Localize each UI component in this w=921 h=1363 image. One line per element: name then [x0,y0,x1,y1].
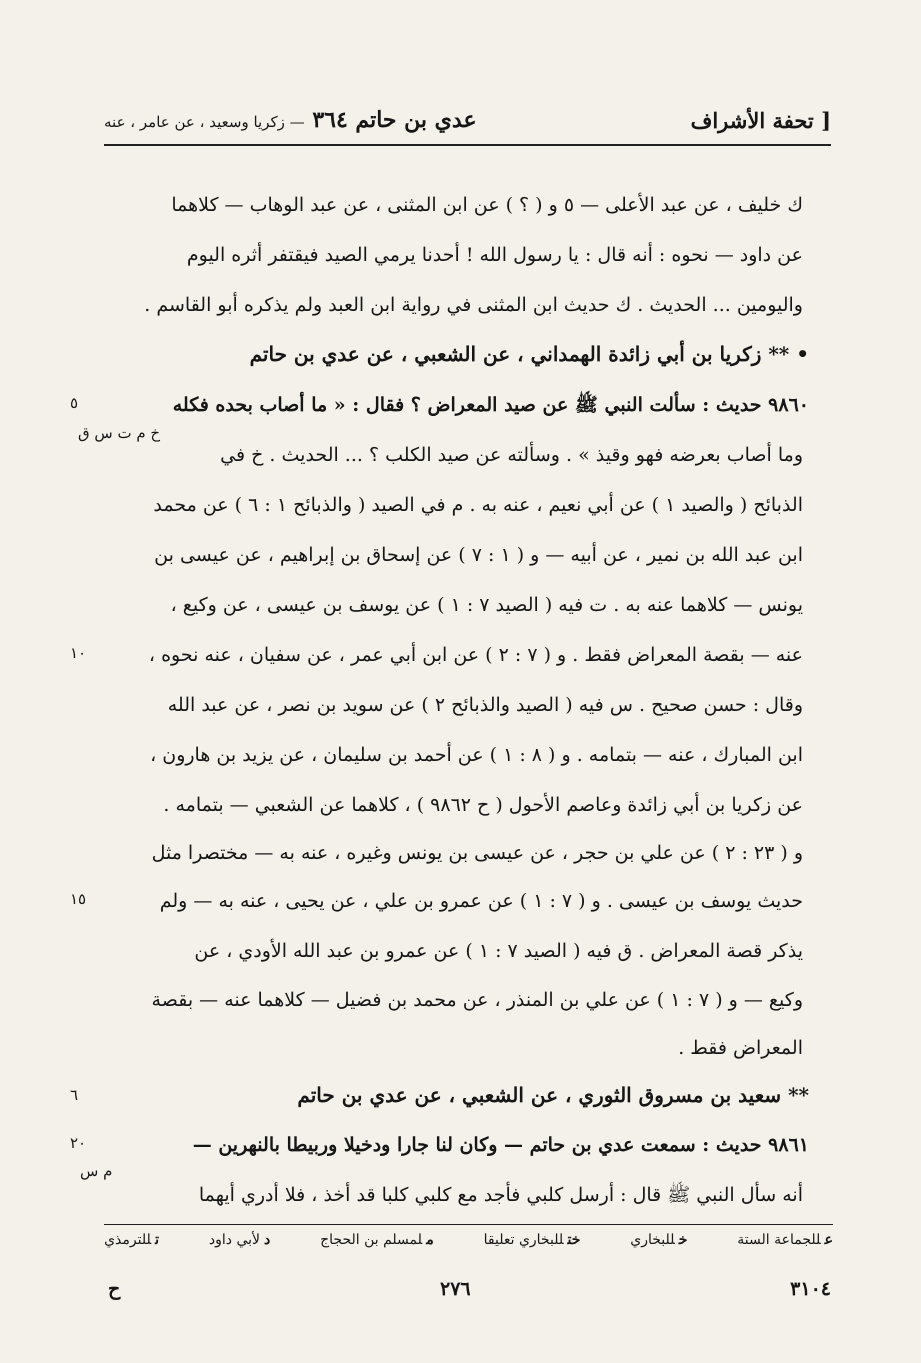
text-line: حديث يوسف بن عيسى . و ( ٧ : ١ ) عن عمرو بن علي ، عن يحيى ، عنه به — ولم [159,890,803,912]
entry-number: ٣١٠٤ [790,1278,831,1300]
legend-item: دلأبي داود [208,1232,271,1248]
chain-heading: • ** زكريا بن أبي زائدة الهمداني ، عن الشعبي ، عن عدي بن حاتم [249,342,809,366]
line-number-10: ١٠ [70,644,87,662]
line-number-5: ٥ [70,394,79,412]
legend-item: ملمسلم بن الحجاج [320,1232,434,1248]
line-number-6: ٦ [70,1086,79,1104]
page-number: ٢٧٦ [440,1278,471,1300]
hadith-line: ٩٨٦١ حديث : سمعت عدي بن حاتم — وكان لنا جارا ودخيلا وربيطا بالنهرين — [192,1134,809,1156]
text-line: يذكر قصة المعراض . ق فيه ( الصيد ٧ : ١ ) عن عمرو بن عبد الله الأودي ، عن [194,940,803,962]
running-title-main: عدي بن حاتم ٣٦٤ [312,107,477,133]
legend-item: تللترمذي [104,1232,159,1248]
sigla-legend [104,1232,833,1262]
line-number-20: ٢٠ [70,1134,87,1152]
footnote-rule [104,1224,833,1225]
text-line: عن زكريا بن أبي زائدة وعاصم الأحول ( ح ٩٨٦٢ ) ، كلاهما عن الشعبي — بتمامه . [163,794,803,816]
text-line: واليومين ... الحديث . ك حديث ابن المثنى في رواية ابن العبد ولم يذكره أبو القاسم . [144,294,803,316]
text-line: وما أصاب بعرضه فهو وقيذ » . وسألته عن صيد الكلب ؟ ... الحديث . خ في [220,444,803,466]
text-line: ك خليف ، عن عبد الأعلى — ٥ و ( ؟ ) عن ابن المثنى ، عن عبد الوهاب — كلاهما [171,194,803,216]
legend-item: عللجماعة الستة [737,1232,833,1248]
text-line: و ( ٢٣ : ٢ ) عن علي بن حجر ، عن عيسى بن يونس وغيره ، عنه به — مختصرا مثل [151,842,803,864]
signature-mark: ح [108,1278,121,1300]
line-number-15: ١٥ [70,890,87,908]
text-line: عن داود — نحوه : أنه قال : يا رسول الله ! أحدنا يرمي الصيد فيقتفر أثره اليوم [186,244,803,266]
hadith-line: ٩٨٦٠ حديث : سألت النبي ﷺ عن صيد المعراض ؟ فقال : « ما أصاب بحده فكله [172,394,809,416]
text-line: الذبائح ( والصيد ١ ) عن أبي نعيم ، عنه به . م في الصيد ( والذبائح ١ : ٦ ) عن محمد [153,494,803,516]
sigla-margin: خ م ت س ق [78,424,161,442]
text-line: المعراض فقط . [678,1037,803,1059]
legend-item: خللبخاري [630,1232,688,1248]
book-title: [ تحفة الأشراف [690,107,831,133]
text-line: وقال : حسن صحيح . س فيه ( الصيد والذبائح ٢ ) عن سويد بن نصر ، عن عبد الله [167,694,803,716]
text-line: يونس — كلاهما عنه به . ت فيه ( الصيد ٧ : ١ ) عن يوسف بن عيسى ، عن وكيع ، [170,594,803,616]
running-title [104,107,477,133]
text-line: أنه سأل النبي ﷺ قال : أرسل كلبي فأجد مع كلبي كلبا قد أخذ ، فلا أدري أيهما [198,1184,803,1206]
text-line: وكيع — و ( ٧ : ١ ) عن علي بن المنذر ، عن محمد بن فضيل — كلاهما عنه — بقصة [151,989,803,1011]
header-rule [104,144,831,146]
page-header [104,100,831,140]
text-line: عنه — بقصة المعراض فقط . و ( ٧ : ٢ ) عن ابن أبي عمر ، عن سفيان ، عنه نحوه ، [148,644,803,666]
legend-item: ختللبخاري تعليقا [483,1232,581,1248]
text-line: ابن المبارك ، عنه — بتمامه . و ( ٨ : ١ ) عن أحمد بن سليمان ، عن يزيد بن هارون ، [150,744,803,766]
running-title-sub: — زكريا وسعيد ، عن عامر ، عنه [104,113,305,131]
text-line: ابن عبد الله بن نمير ، عن أبيه — و ( ١ : ٧ ) عن إسحاق بن إبراهيم ، عن عيسى بن [154,544,803,566]
chain-heading: ** سعيد بن مسروق الثوري ، عن الشعبي ، عن عدي بن حاتم [297,1083,809,1107]
sigla-margin: م س [80,1162,113,1180]
